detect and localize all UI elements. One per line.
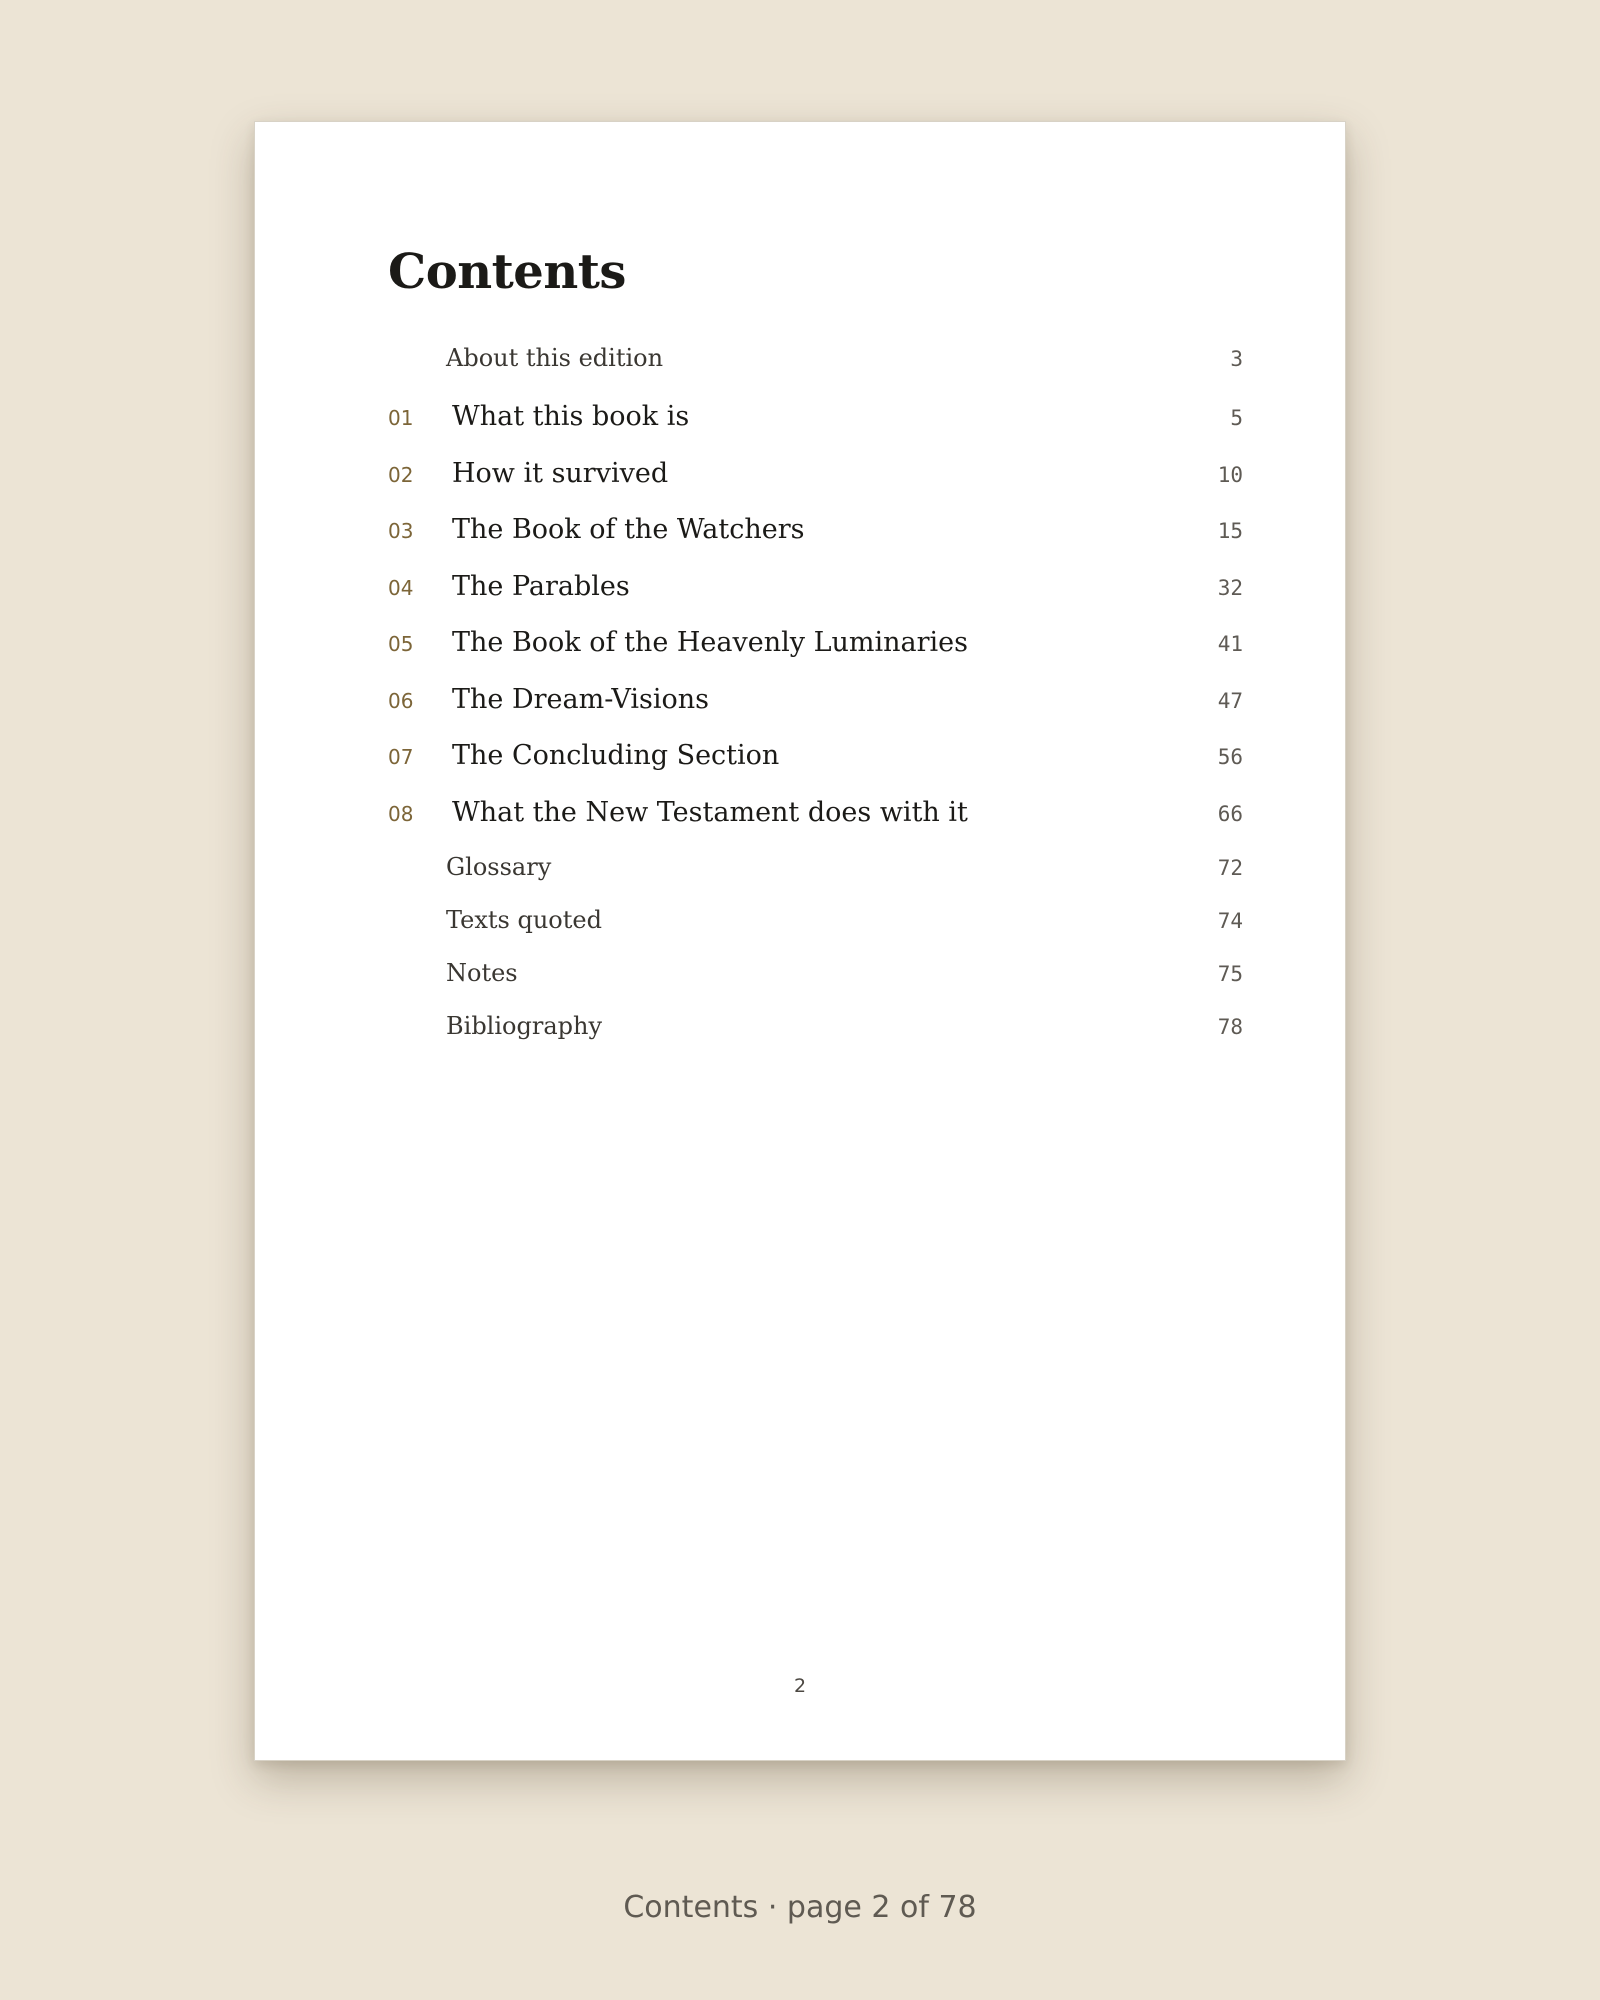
toc-chapter-05[interactable] (388, 627, 1243, 684)
chapter-title: The Book of the Heavenly Luminaries (452, 627, 969, 658)
chapter-page: 66 (1217, 801, 1243, 826)
toc-entry-about-this-edition[interactable] (388, 344, 1243, 401)
toc-chapter-06[interactable] (388, 684, 1243, 741)
chapter-page: 47 (1217, 688, 1243, 713)
chapter-page: 56 (1217, 745, 1243, 769)
chapter-title: The Concluding Section (452, 740, 780, 771)
chapter-title: The Parables (452, 570, 630, 602)
chapter-number: 07 (388, 745, 414, 769)
toc-entry-label: Texts quoted (446, 906, 602, 934)
chapter-number: 04 (388, 575, 414, 600)
toc-chapter-03[interactable] (388, 514, 1243, 571)
toc-entry-label: Notes (446, 959, 518, 987)
toc-entry-label: About this edition (446, 344, 664, 372)
chapter-page: 15 (1217, 519, 1243, 543)
chapter-page: 32 (1217, 575, 1243, 600)
toc-entry-notes[interactable] (388, 959, 1243, 1012)
toc-entry-page: 74 (1217, 909, 1243, 933)
chapter-number: 03 (388, 519, 414, 543)
toc-chapter-01[interactable] (388, 401, 1243, 458)
toc-entry-bibliography[interactable] (388, 1012, 1243, 1065)
chapter-number: 02 (388, 462, 414, 487)
page-status-caption: Contents · page 2 of 78 (623, 1890, 977, 1925)
chapter-title: What this book is (452, 401, 690, 432)
toc-chapter-07[interactable] (388, 740, 1243, 797)
toc-chapter-08[interactable] (388, 797, 1243, 854)
toc-entry-page: 75 (1217, 962, 1243, 986)
toc-entry-label: Glossary (446, 853, 552, 881)
page-folio: 2 (793, 1675, 807, 1697)
page-title: Contents (388, 244, 626, 300)
document-page (254, 121, 1346, 1761)
chapter-page: 5 (1230, 406, 1243, 430)
toc-entry-texts-quoted[interactable] (388, 906, 1243, 959)
chapter-title: The Book of the Watchers (452, 514, 805, 545)
chapter-title: What the New Testament does with it (452, 796, 968, 828)
toc-entry-glossary[interactable] (388, 853, 1243, 906)
toc-chapter-04[interactable] (388, 571, 1243, 628)
chapter-page: 41 (1217, 632, 1243, 656)
chapter-number: 01 (388, 406, 414, 430)
toc-entry-label: Bibliography (446, 1012, 602, 1040)
chapter-number: 06 (388, 688, 414, 713)
chapter-title: The Dream-Visions (452, 683, 710, 715)
toc-entry-page: 78 (1217, 1015, 1243, 1039)
chapter-page: 10 (1217, 462, 1243, 487)
table-of-contents (388, 344, 1243, 1065)
chapter-number: 08 (388, 801, 414, 826)
toc-chapter-02[interactable] (388, 458, 1243, 515)
toc-entry-page: 72 (1217, 856, 1243, 880)
toc-entry-page: 3 (1230, 347, 1243, 371)
chapter-title: How it survived (452, 457, 669, 489)
chapter-number: 05 (388, 632, 414, 656)
